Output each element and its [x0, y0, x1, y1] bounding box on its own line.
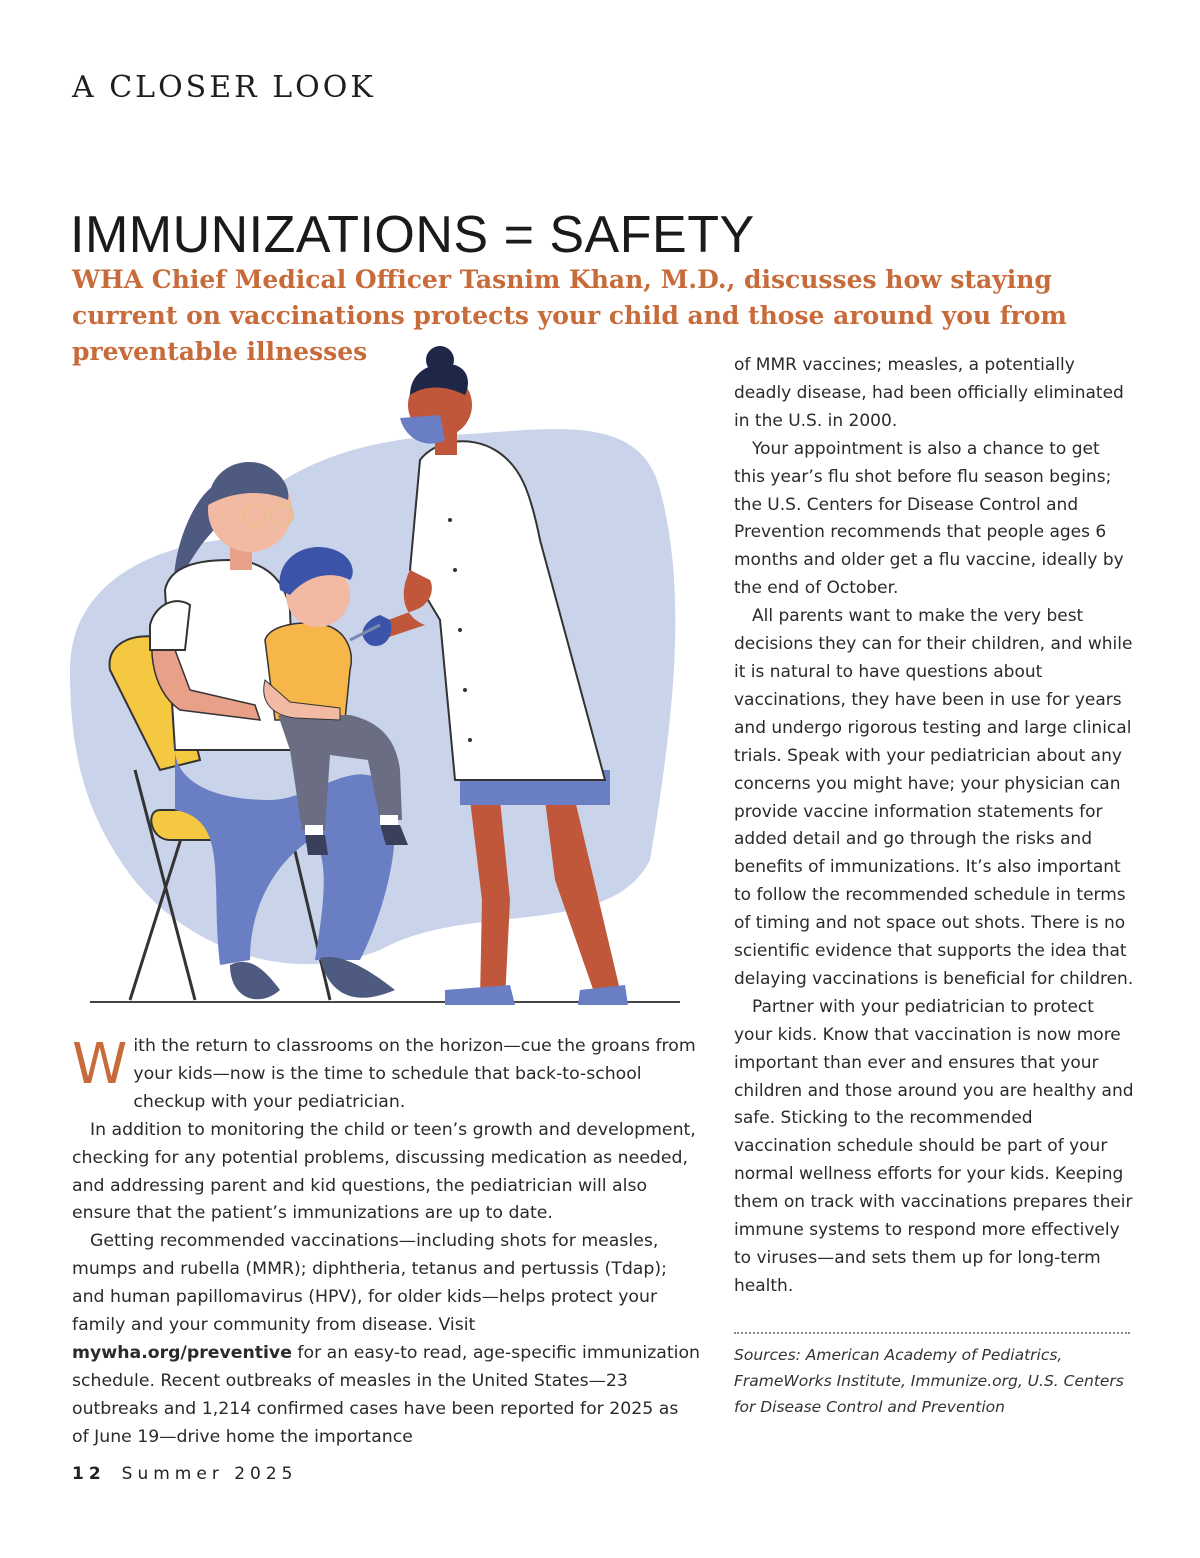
- article-column-right: [734, 352, 1134, 1301]
- paragraph-3-text-a: Getting recommended vaccinations—including shots for measles, mumps and rubella (MMR); diphtheria, tetanus and pertussis (Tdap); and human papillomavirus (HPV), for older kids—helps protect your family and your community from disease. Visit: [72, 1231, 667, 1336]
- paragraph-5: All parents want to make the very best decisions they can for their children, and while it is natural to have questions about vaccinations, they have been in use for years and undergo rigorous testing and large clinical trials. Speak with your pediatrician about any concerns you might have; your physician can provide vaccine information statements for added detail and go through the risks and benefits of immunizations. It’s also important to follow the recommended schedule in terms of timing and not space out shots. There is no scientific evidence that supports the idea that delaying vaccinations is beneficial for children.: [734, 606, 1134, 989]
- paragraph-1-text: ith the return to classrooms on the horizon—cue the groans from your kids—now is the time to schedule that back-to-school checkup with your pediatrician.: [133, 1036, 696, 1112]
- paragraph-4: Your appointment is also a chance to get this year’s flu shot before flu season begins; the U.S. Centers for Disease Control and Prevention recommends that people ages 6 months and older get a flu vaccine, ideally by the end of October.: [734, 438, 1124, 599]
- section-label: A CLOSER LOOK: [72, 70, 376, 105]
- preventive-link[interactable]: mywha.org/preventive: [72, 1342, 292, 1363]
- paragraph-1: [72, 1033, 700, 1117]
- vaccination-illustration: [50, 340, 700, 1010]
- paragraph-3: [72, 1228, 700, 1451]
- page-footer: [72, 1464, 297, 1484]
- article-deck: WHA Chief Medical Officer Tasnim Khan, M.D., discusses how staying current on vaccinations protects your child and those around you from preventable illnesses: [72, 265, 1067, 366]
- drop-cap: W: [72, 1032, 128, 1097]
- paragraph-3-continued: of MMR vaccines; measles, a potentially deadly disease, had been officially eliminated in the U.S. in 2000.: [734, 355, 1124, 431]
- paragraph-2: In addition to monitoring the child or teen’s growth and development, checking for any potential problems, discussing medication as needed, and addressing parent and kid questions, the pediatrician will also ensure that the patient’s immunizations are up to date.: [72, 1119, 696, 1224]
- paragraph-6: Partner with your pediatrician to protect your kids. Know that vaccination is now more important than ever and ensures that your children and those around you are healthy and safe. Sticking to the recommended vaccination schedule should be part of your normal wellness efforts for your kids. Keeping them on track with vaccinations prepares their immune systems to respond more effectively to viruses—and sets them up for long-term health.: [734, 996, 1134, 1296]
- sources-note: [734, 1332, 1130, 1420]
- article-headline: IMMUNIZATIONS = SAFETY: [70, 206, 755, 264]
- issue-label: Summer 2025: [121, 1464, 298, 1484]
- article-column-left: [72, 1033, 700, 1452]
- sources-text: Sources: American Academy of Pediatrics, FrameWorks Institute, Immunize.org, U.S. Centers for Disease Control and Prevention: [734, 1346, 1124, 1416]
- page-number: 12: [72, 1464, 106, 1484]
- paragraph-3-text-b: for an easy-to read, age-specific immunization schedule. Recent outbreaks of measles in the United States—23 outbreaks and 1,214 confirmed cases have been reported for 2025 as of June 19—drive home the importance: [72, 1342, 700, 1447]
